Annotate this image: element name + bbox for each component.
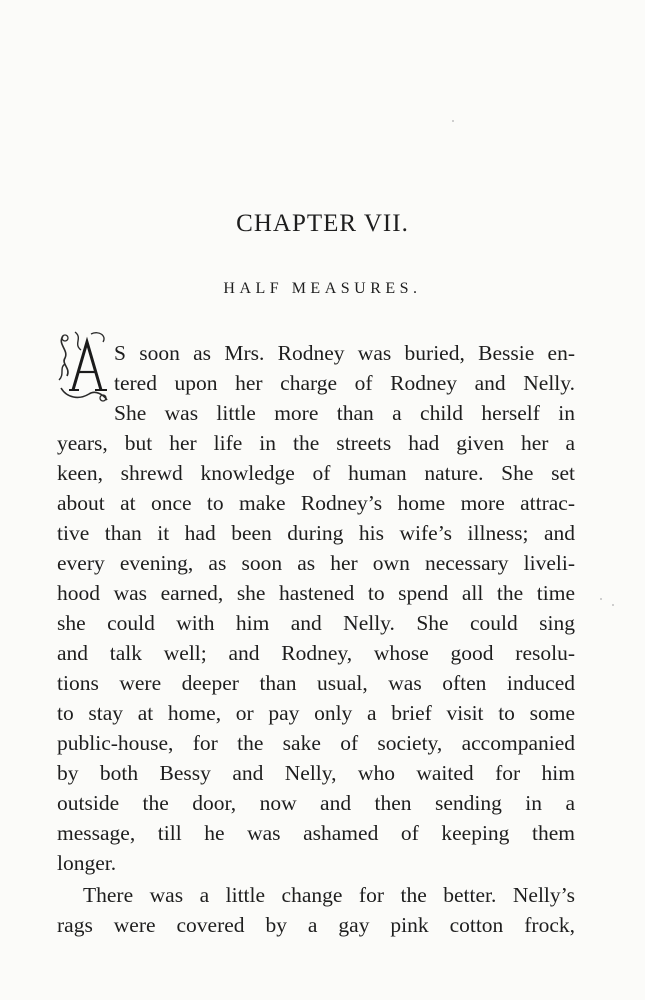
decorative-dropcap xyxy=(55,328,115,408)
text-line: years, but her life in the streets had given her a xyxy=(57,431,575,455)
paper-speck xyxy=(452,120,454,122)
text-line: to stay at home, or pay only a brief visit to some xyxy=(57,701,575,725)
text-line: tered upon her charge of Rodney and Nelly. xyxy=(114,371,575,395)
text-line: longer. xyxy=(57,851,117,875)
text-line: She was little more than a child herself in xyxy=(114,401,575,425)
text-line: about at once to make Rodney’s home more attrac- xyxy=(57,491,575,515)
dropcap-ornament-icon xyxy=(55,328,115,408)
text-line: message, till he was ashamed of keeping them xyxy=(57,821,575,845)
paper-speck xyxy=(612,604,614,606)
section-title: HALF MEASURES. xyxy=(223,280,422,297)
text-line: public-house, for the sake of society, accompanied xyxy=(57,731,575,755)
text-line: There was a little change for the better. Nelly’s xyxy=(83,883,575,907)
text-line: rags were covered by a gay pink cotton frock, xyxy=(57,913,575,937)
text-line: outside the door, now and then sending in a xyxy=(57,791,575,815)
text-line: by both Bessy and Nelly, who waited for him xyxy=(57,761,575,785)
chapter-title: CHAPTER VII. xyxy=(236,210,409,237)
paper-speck xyxy=(600,598,602,600)
text-line: tions were deeper than usual, was often induced xyxy=(57,671,575,695)
text-line: tive than it had been during his wife’s illness; and xyxy=(57,521,575,545)
text-line: every evening, as soon as her own necessary liveli- xyxy=(57,551,575,575)
text-line: she could with him and Nelly. She could sing xyxy=(57,611,575,635)
text-line: hood was earned, she hastened to spend all the time xyxy=(57,581,575,605)
text-line: and talk well; and Rodney, whose good resolu- xyxy=(57,641,575,665)
text-line: S soon as Mrs. Rodney was buried, Bessie en- xyxy=(114,341,575,365)
text-line: keen, shrewd knowledge of human nature. She set xyxy=(57,461,575,485)
